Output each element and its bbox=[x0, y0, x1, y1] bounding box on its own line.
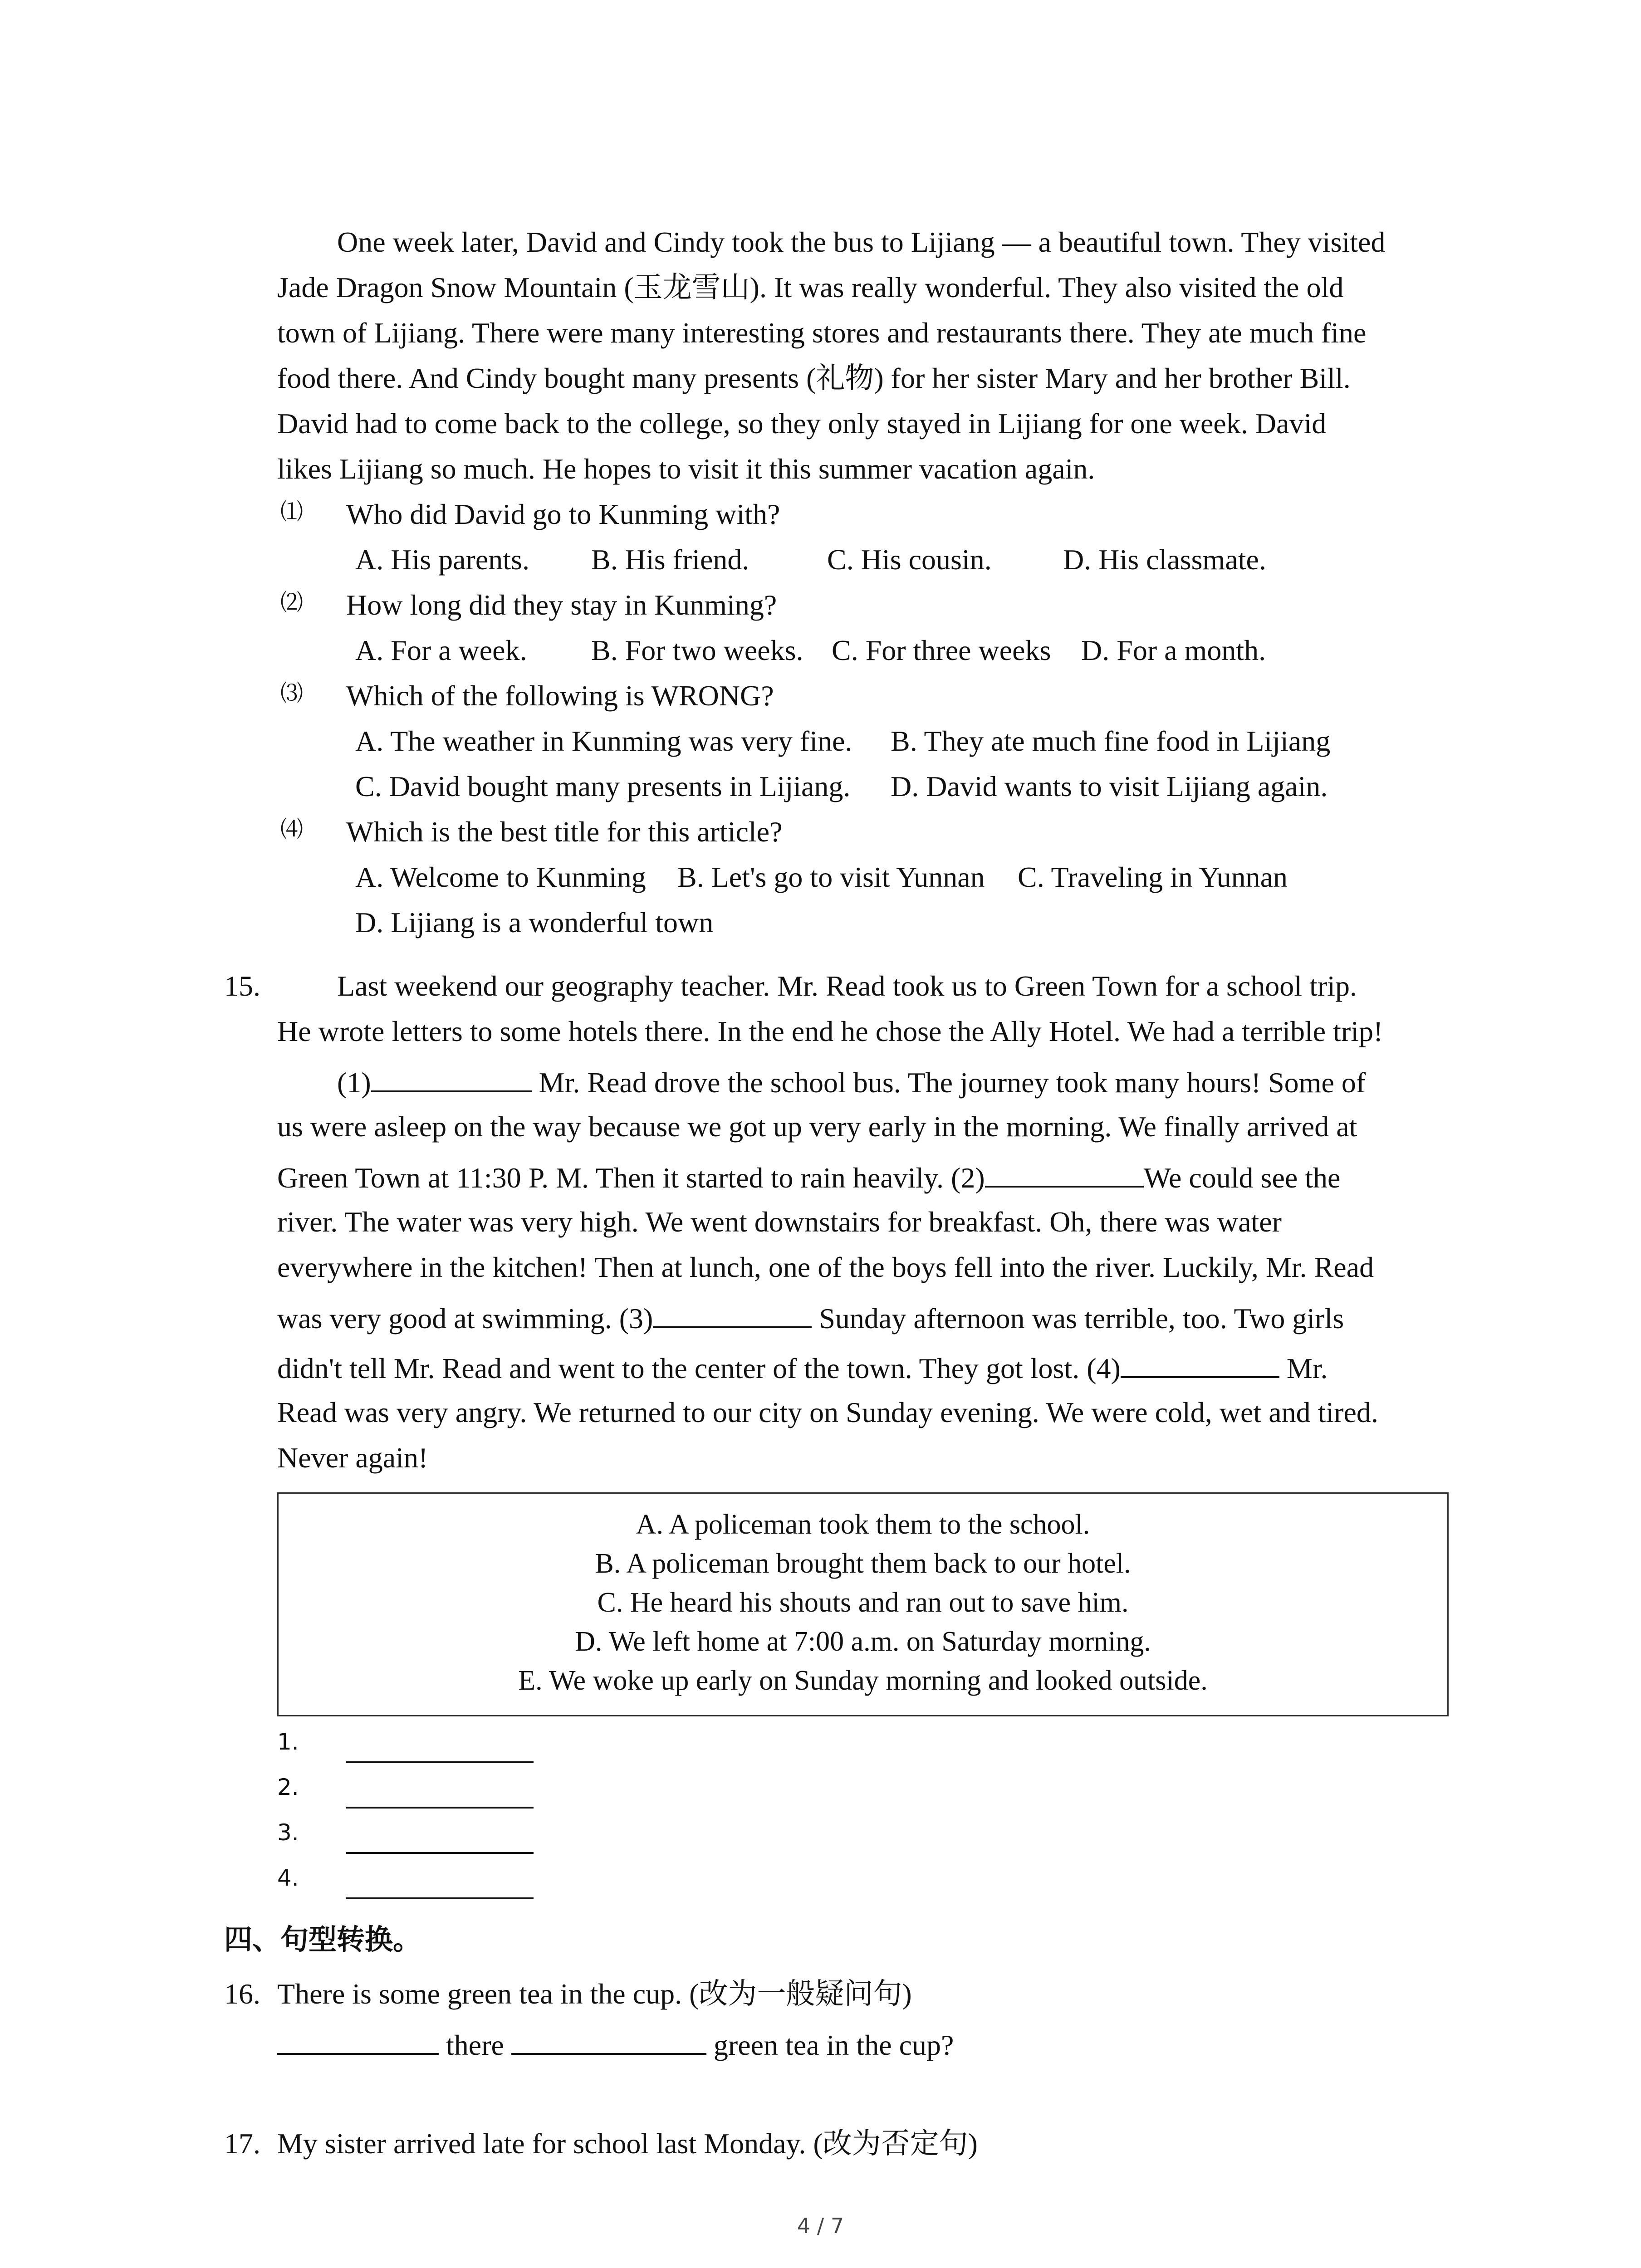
passage-text: We could see the bbox=[1143, 1162, 1341, 1194]
option: A. For a week. bbox=[355, 634, 527, 666]
passage-line: David had to come back to the college, so they only stayed in Lijiang for one week. David bbox=[277, 407, 1327, 440]
passage-line bbox=[337, 1059, 1366, 1105]
passage-text: Mr. bbox=[1286, 1352, 1328, 1384]
question-text: Who did David go to Kunming with? bbox=[346, 498, 780, 530]
answer-line-1[interactable] bbox=[346, 1761, 534, 1763]
blank-16-1[interactable] bbox=[277, 2021, 439, 2055]
blank-16-2[interactable] bbox=[511, 2021, 706, 2055]
option: B. His friend. bbox=[591, 543, 749, 576]
box-option: A. A policeman took them to the school. bbox=[636, 1509, 1090, 1540]
passage-line: One week later, David and Cindy took the bus to Lijiang — a beautiful town. They visited bbox=[337, 226, 1386, 258]
passage-text: didn't tell Mr. Read and went to the center of the town. They got lost. (4) bbox=[277, 1352, 1121, 1384]
blank-label: (1) bbox=[337, 1066, 371, 1099]
option: A. Welcome to Kunming bbox=[355, 861, 646, 893]
blank-4[interactable] bbox=[1121, 1344, 1279, 1378]
option: C. For three weeks bbox=[832, 634, 1051, 666]
option: A. The weather in Kunming was very fine. bbox=[355, 725, 852, 757]
option: D. Lijiang is a wonderful town bbox=[355, 906, 714, 938]
answer-number: 2. bbox=[277, 1774, 299, 1800]
box-option: D. We left home at 7:00 a.m. on Saturday morning. bbox=[575, 1626, 1151, 1657]
passage-line bbox=[277, 1154, 1340, 1201]
option: D. His classmate. bbox=[1063, 543, 1266, 576]
page-number: 4 / 7 bbox=[797, 2214, 844, 2238]
answer-number: 4. bbox=[277, 1865, 299, 1891]
box-option: B. A policeman brought them back to our hotel. bbox=[595, 1548, 1131, 1579]
option: C. Traveling in Yunnan bbox=[1018, 861, 1288, 893]
question-number: ⑴ bbox=[280, 499, 303, 525]
question-text: Which is the best title for this article? bbox=[346, 816, 783, 848]
passage-line: Jade Dragon Snow Mountain (玉龙雪山). It was really wonderful. They also visited the old bbox=[277, 271, 1344, 303]
passage-text: was very good at swimming. (3) bbox=[277, 1302, 653, 1334]
passage-line: us were asleep on the way because we got up very early in the morning. We finally arrived at bbox=[277, 1110, 1357, 1143]
passage-line: likes Lijiang so much. He hopes to visit it this summer vacation again. bbox=[277, 453, 1095, 485]
answer-number: 3. bbox=[277, 1819, 299, 1846]
option: B. For two weeks. bbox=[591, 634, 803, 666]
question-15-number: 15. bbox=[224, 970, 260, 1002]
passage-line: river. The water was very high. We went downstairs for breakfast. Oh, there was water bbox=[277, 1206, 1282, 1238]
question-16-answer-line bbox=[277, 2021, 954, 2068]
question-16-text: There is some green tea in the cup. (改为一般疑问句) bbox=[277, 1978, 912, 2010]
box-option: C. He heard his shouts and ran out to save him. bbox=[597, 1587, 1129, 1618]
passage-text: Mr. Read drove the school bus. The journey took many hours! Some of bbox=[539, 1066, 1366, 1099]
passage-line: everywhere in the kitchen! Then at lunch, one of the boys fell into the river. Luckily, Mr. Read bbox=[277, 1251, 1374, 1283]
passage-line: Last weekend our geography teacher. Mr. Read took us to Green Town for a school trip. bbox=[337, 970, 1357, 1002]
passage-line bbox=[277, 1295, 1344, 1341]
blank-2[interactable] bbox=[985, 1154, 1144, 1188]
answer-word: green tea in the cup? bbox=[713, 2029, 954, 2061]
passage-text: Green Town at 11:30 P. M. Then it started to rain heavily. (2) bbox=[277, 1162, 985, 1194]
answer-line-2[interactable] bbox=[346, 1807, 534, 1809]
option: B. Let's go to visit Yunnan bbox=[677, 861, 985, 893]
options-box bbox=[277, 1492, 1449, 1716]
question-17-text: My sister arrived late for school last Monday. (改为否定句) bbox=[277, 2127, 978, 2160]
passage-line: He wrote letters to some hotels there. In the end he chose the Ally Hotel. We had a terrible trip! bbox=[277, 1015, 1383, 1047]
question-text: Which of the following is WRONG? bbox=[346, 679, 774, 712]
option: C. David bought many presents in Lijiang. bbox=[355, 770, 851, 802]
option: D. David wants to visit Lijiang again. bbox=[891, 770, 1328, 802]
question-text: How long did they stay in Kunming? bbox=[346, 589, 777, 621]
passage-text: Sunday afternoon was terrible, too. Two girls bbox=[819, 1302, 1344, 1334]
question-number: ⑵ bbox=[280, 589, 303, 616]
section-title: 四、句型转换。 bbox=[224, 1923, 421, 1956]
question-number: ⑷ bbox=[280, 816, 303, 842]
option: C. His cousin. bbox=[827, 543, 992, 576]
option: B. They ate much fine food in Lijiang bbox=[891, 725, 1331, 757]
passage-line bbox=[277, 1344, 1328, 1391]
passage-line: Never again! bbox=[277, 1442, 428, 1474]
answer-number: 1. bbox=[277, 1729, 299, 1755]
blank-1[interactable] bbox=[371, 1059, 532, 1092]
blank-3[interactable] bbox=[653, 1295, 812, 1328]
passage-line: town of Lijiang. There were many interesting stores and restaurants there. They ate much fine bbox=[277, 317, 1367, 349]
answer-line-4[interactable] bbox=[346, 1897, 534, 1899]
answer-word: there bbox=[446, 2029, 504, 2061]
question-number: ⑶ bbox=[280, 680, 303, 706]
answer-line-3[interactable] bbox=[346, 1852, 534, 1854]
question-17-number: 17. bbox=[224, 2127, 260, 2160]
question-16-number: 16. bbox=[224, 1978, 260, 2010]
passage-line: food there. And Cindy bought many presents (礼物) for her sister Mary and her brother Bill. bbox=[277, 362, 1351, 394]
box-option: E. We woke up early on Sunday morning and looked outside. bbox=[518, 1665, 1208, 1696]
passage-line: Read was very angry. We returned to our city on Sunday evening. We were cold, wet and tired. bbox=[277, 1396, 1378, 1428]
option: D. For a month. bbox=[1081, 634, 1266, 666]
option: A. His parents. bbox=[355, 543, 529, 576]
